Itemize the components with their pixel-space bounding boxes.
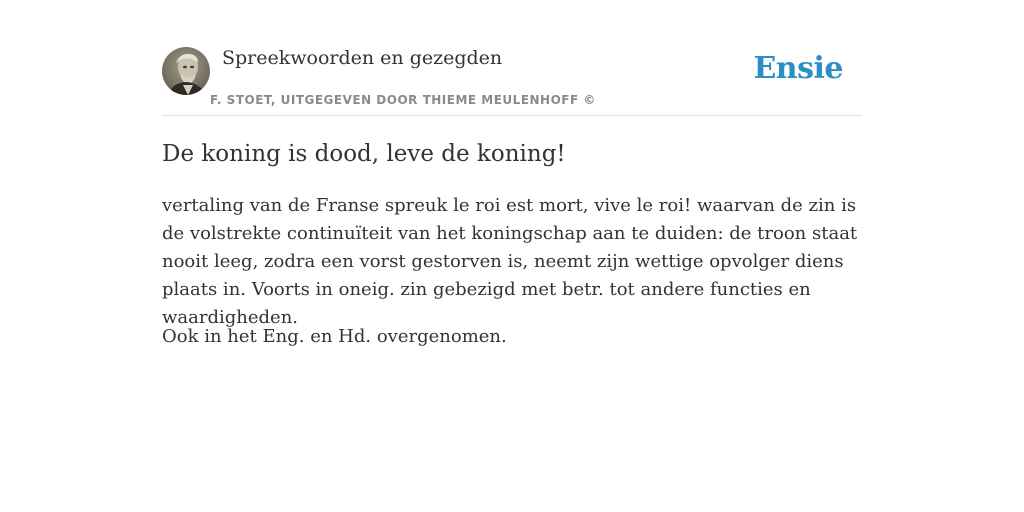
ensie-logo[interactable]: Ensie <box>753 51 843 86</box>
author-avatar[interactable] <box>162 47 210 95</box>
page-content <box>162 0 862 347</box>
source-header <box>162 0 862 116</box>
entry-note: Ook in het Eng. en Hd. overgenomen. <box>162 326 507 347</box>
source-credit: F. STOET, UITGEGEVEN DOOR THIEME MEULENHOFF © <box>210 93 596 107</box>
author-portrait-icon <box>162 47 210 95</box>
entry-title: De koning is dood, leve de koning! <box>162 141 566 167</box>
entry-definition: vertaling van de Franse spreuk le roi est mort, vive le roi! waarvan de zin is de volstrekte continuïteit van het koningschap aan te duiden: de troon staat nooit leeg, zodra een vorst gestorven is, neemt zijn wettige opvolger diens plaats in. Voorts in oneig. zin gebezigd met betr. tot andere functies en waardigheden. <box>162 195 858 328</box>
source-title[interactable]: Spreekwoorden en gezegden <box>222 47 503 69</box>
